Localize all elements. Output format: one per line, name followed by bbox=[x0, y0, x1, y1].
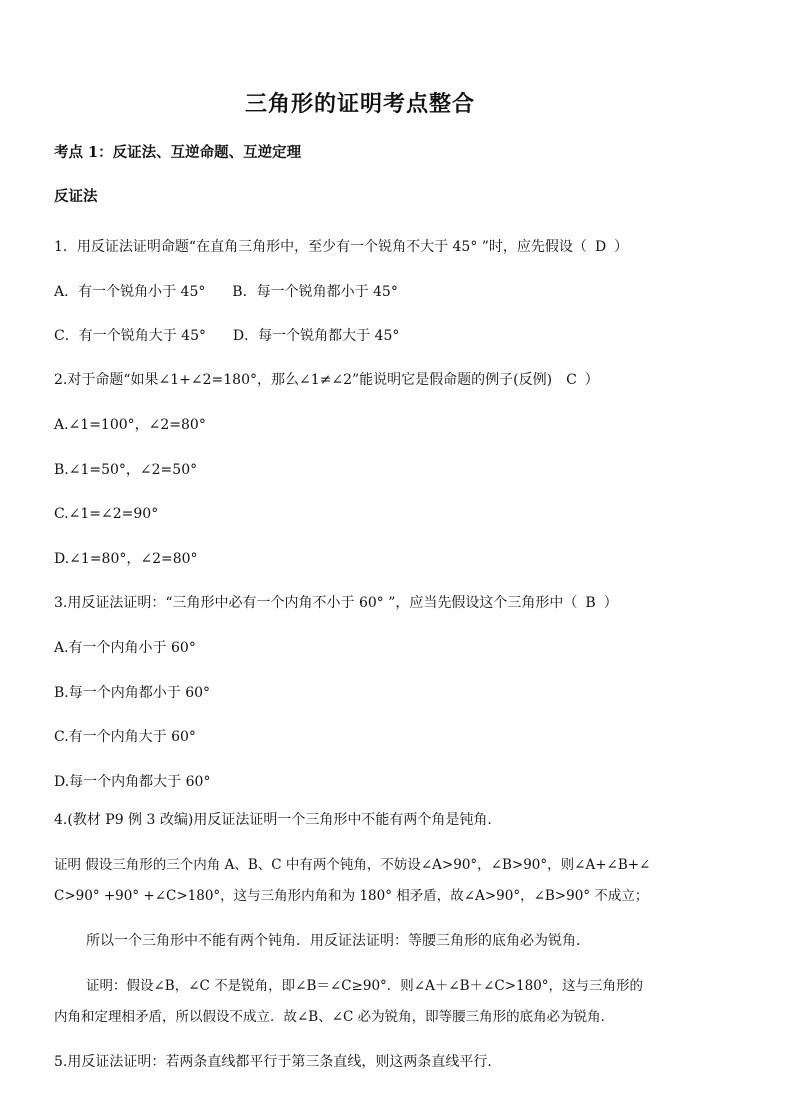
question-1-options-row-1 bbox=[54, 282, 398, 302]
question-4-proof2-line-2: 内角和定理相矛盾，所以假设不成立．故∠B、∠C 必为锐角，即等腰三角形的底角必为锐角． bbox=[54, 1009, 615, 1025]
question-2-option-c: C.∠1=∠2=90° bbox=[54, 506, 159, 522]
question-2 bbox=[54, 370, 599, 390]
question-5: 5.用反证法证明：若两条直线都平行于第三条直线，则这两条直线平行. bbox=[54, 1054, 492, 1070]
question-3 bbox=[54, 593, 618, 613]
question-3-answer: B bbox=[585, 595, 596, 611]
question-1-option-a: A．有一个锐角小于 45° bbox=[54, 284, 206, 300]
question-1-options-row-2 bbox=[54, 326, 399, 346]
question-4: 4.(教材 P9 例 3 改编)用反证法证明一个三角形中不能有两个角是钝角. bbox=[54, 812, 492, 828]
question-2-option-d: D.∠1=80°，∠2=80° bbox=[54, 551, 198, 567]
question-4-proof-line-1: 证明 假设三角形的三个内角 A、B、C 中有两个钝角，不妨设∠A>90°，∠B>90°，则∠A+∠B+∠ bbox=[54, 857, 651, 873]
question-1-answer: D bbox=[594, 239, 607, 255]
question-2-option-a: A.∠1=100°，∠2=80° bbox=[54, 417, 206, 433]
question-2-close: ） bbox=[584, 372, 599, 388]
question-3-option-a: A.有一个内角小于 60° bbox=[54, 640, 196, 656]
question-4-proof-line-2: C>90° +90° +∠C>180°，这与三角形内角和为 180° 相矛盾，故∠A>90°，∠B>90° 不成立； bbox=[54, 888, 649, 904]
question-1-option-c: C．有一个锐角大于 45° bbox=[54, 328, 206, 344]
section-heading: 考点 1：反证法、互逆命题、互逆定理 bbox=[54, 144, 302, 161]
subsection-heading: 反证法 bbox=[54, 188, 98, 205]
question-4-proof2-line-1: 证明：假设∠B，∠C 不是锐角，即∠B＝∠C≥90°．则∠A＋∠B＋∠C>180°，这与三角形的 bbox=[86, 978, 644, 994]
question-1 bbox=[54, 237, 628, 257]
question-1-stem: 1．用反证法证明命题“在直角三角形中，至少有一个锐角不大于 45° ”时，应先假设（ bbox=[54, 239, 587, 255]
question-2-stem: 2.对于命题“如果∠1+∠2=180°，那么∠1≠∠2”能说明它是假命题的例子(反例) bbox=[54, 372, 553, 388]
question-4-conclusion: 所以一个三角形中不能有两个钝角．用反证法证明：等腰三角形的底角必为锐角． bbox=[86, 933, 590, 949]
question-1-option-b: B．每一个锐角都小于 45° bbox=[232, 284, 398, 300]
question-3-option-b: B.每一个内角都小于 60° bbox=[54, 685, 211, 701]
question-3-option-d: D.每一个内角都大于 60° bbox=[54, 774, 211, 790]
page-title: 三角形的证明考点整合 bbox=[244, 91, 475, 117]
question-3-close: ） bbox=[603, 595, 618, 611]
question-1-option-d: D．每一个锐角都大于 45° bbox=[232, 328, 400, 344]
question-3-stem: 3.用反证法证明：“三角形中必有一个内角不小于 60° ”，应当先假设这个三角形中（ bbox=[54, 595, 578, 611]
question-1-close: ） bbox=[614, 239, 629, 255]
question-3-option-c: C.有一个内角大于 60° bbox=[54, 729, 196, 745]
question-2-option-b: B.∠1=50°，∠2=50° bbox=[54, 462, 198, 478]
question-2-answer: C bbox=[566, 372, 577, 388]
